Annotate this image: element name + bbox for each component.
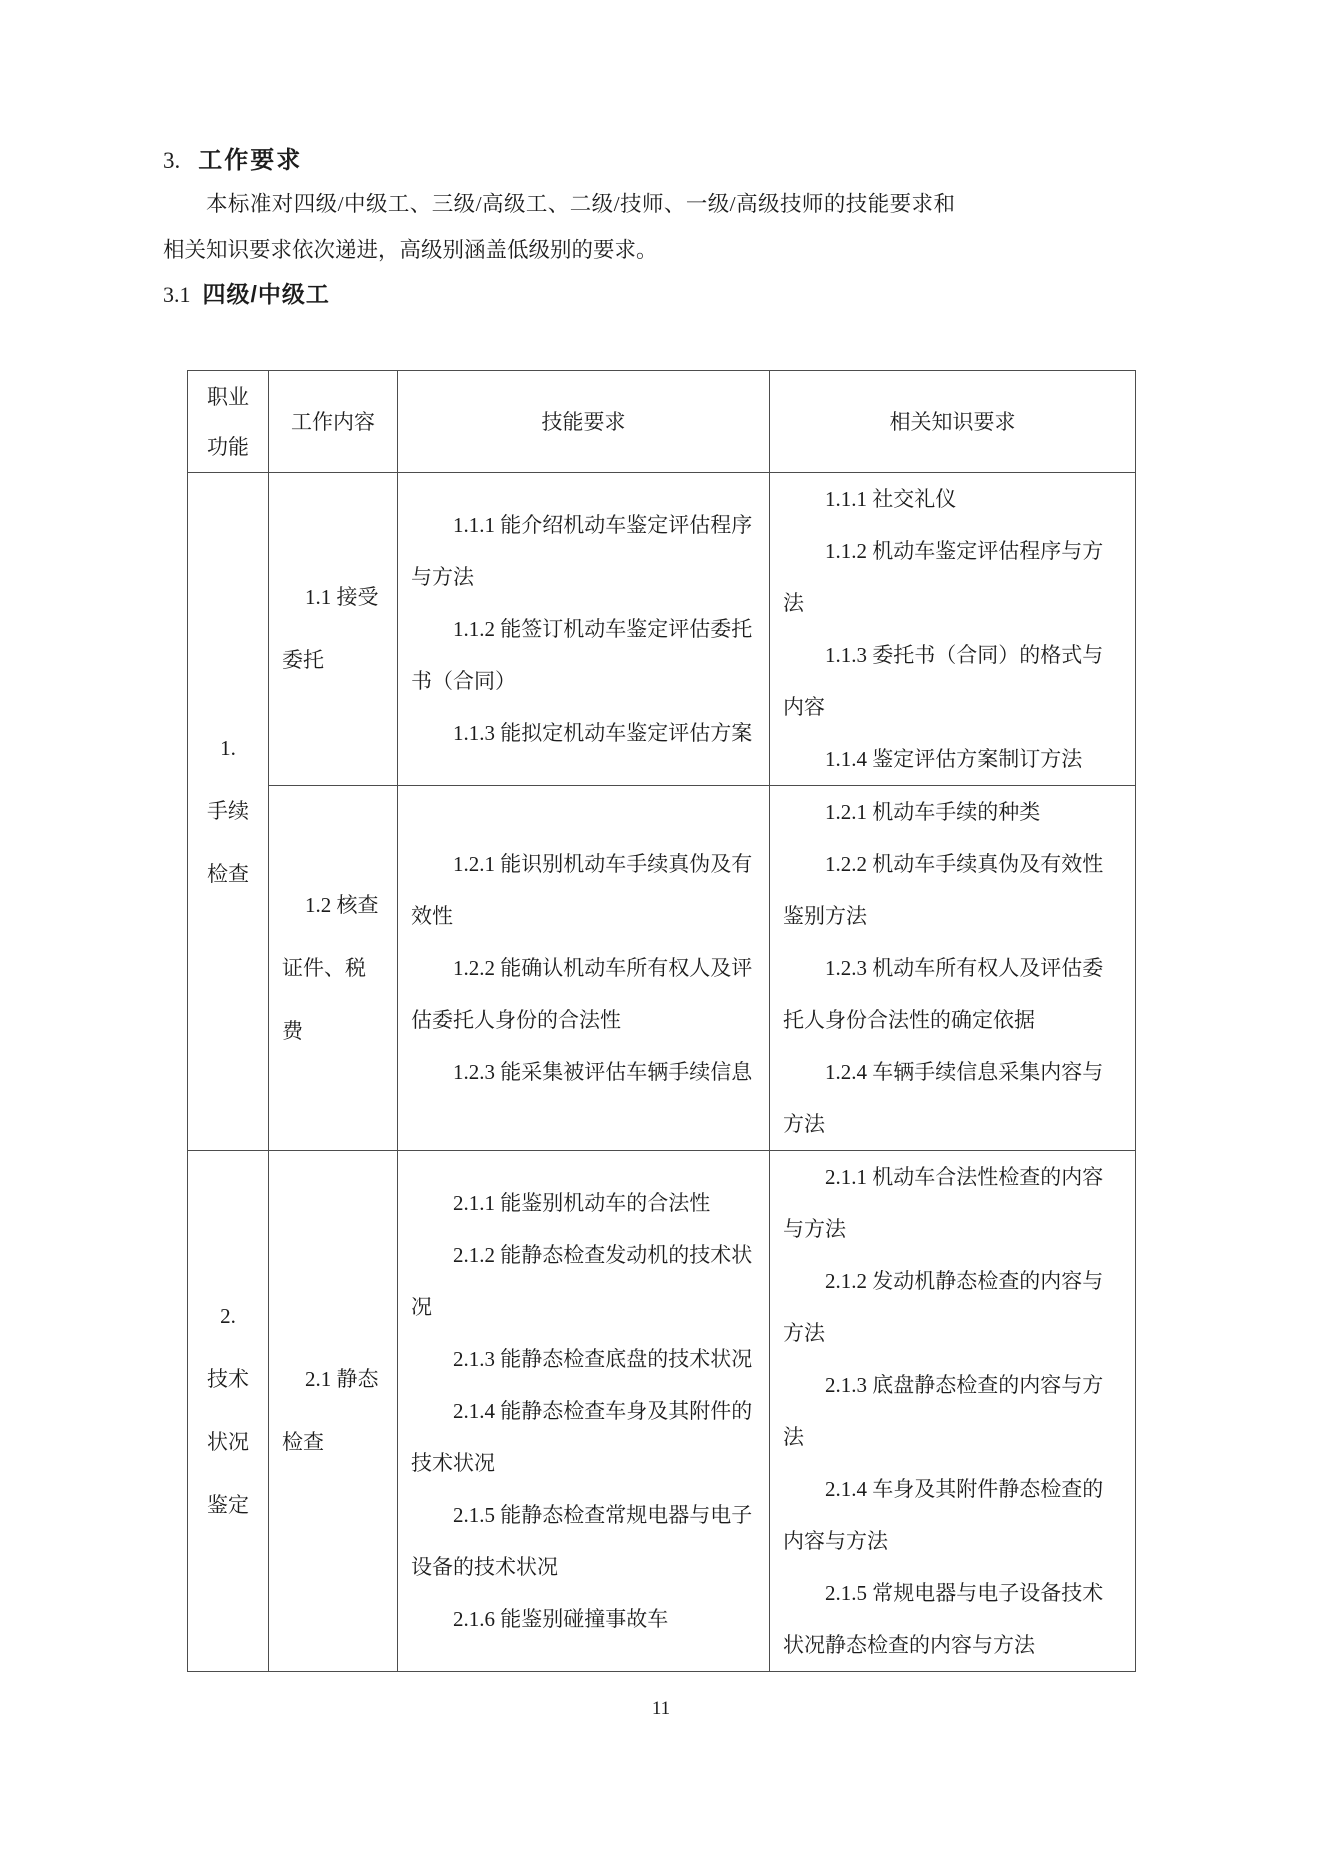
header-occupational-function: 职业 功能 <box>188 371 269 473</box>
table-row <box>188 473 1136 786</box>
skill-item: 2.1.2 能静态检查发动机的技术状况 <box>411 1243 753 1319</box>
table-header-row <box>188 371 1136 473</box>
skill-item: 2.1.1 能鉴别机动车的合法性 <box>453 1191 711 1215</box>
knowledge-item: 2.1.2 发动机静态检查的内容与方法 <box>783 1269 1104 1345</box>
subsection-number: 3.1 <box>163 282 191 307</box>
knowledge-cell <box>770 1151 1136 1672</box>
page-number: 11 <box>651 1698 671 1719</box>
section-heading <box>163 140 302 175</box>
work-content-cell <box>269 1151 398 1672</box>
subsection-title: 四级/中级工 <box>202 281 330 307</box>
knowledge-item: 2.1.4 车身及其附件静态检查的内容与方法 <box>783 1477 1104 1553</box>
work-content-text: 1.1 接受委托 <box>282 585 379 672</box>
intro-paragraph: 本标准对四级/中级工、三级/高级工、二级/技师、一级/高级技师的技能要求和相关知识要求依次递进，高级别涵盖低级别的要求。 <box>163 192 955 262</box>
knowledge-item: 1.1.2 机动车鉴定评估程序与方法 <box>783 539 1104 615</box>
skill-item: 1.2.3 能采集被评估车辆手续信息 <box>453 1060 753 1084</box>
work-content-text: 2.1 静态检查 <box>282 1367 379 1454</box>
header-work-content: 工作内容 <box>269 371 398 473</box>
skill-requirements-table <box>187 370 1136 1672</box>
knowledge-item: 2.1.1 机动车合法性检查的内容与方法 <box>783 1165 1104 1241</box>
knowledge-item: 1.2.2 机动车手续真伪及有效性鉴别方法 <box>783 852 1104 928</box>
skills-cell <box>398 1151 770 1672</box>
skill-item: 2.1.3 能静态检查底盘的技术状况 <box>453 1347 753 1371</box>
knowledge-item: 1.2.3 机动车所有权人及评估委托人身份合法性的确定依据 <box>783 956 1104 1032</box>
skills-cell <box>398 786 770 1151</box>
header-knowledge-requirements: 相关知识要求 <box>770 371 1136 473</box>
knowledge-item: 1.2.4 车辆手续信息采集内容与方法 <box>783 1060 1104 1136</box>
knowledge-item: 1.2.1 机动车手续的种类 <box>825 800 1041 824</box>
header-skill-requirements: 技能要求 <box>398 371 770 473</box>
skill-item: 1.2.1 能识别机动车手续真伪及有效性 <box>411 852 753 928</box>
knowledge-item: 1.1.1 社交礼仪 <box>825 487 957 511</box>
knowledge-cell <box>770 786 1136 1151</box>
table-row <box>188 1151 1136 1672</box>
skill-item: 2.1.6 能鉴别碰撞事故车 <box>453 1607 669 1631</box>
skill-item: 1.1.3 能拟定机动车鉴定评估方案 <box>453 721 753 745</box>
function-cell: 2. 技术 状况 鉴定 <box>188 1151 269 1672</box>
table-row <box>188 786 1136 1151</box>
section-number: 3. <box>163 148 181 173</box>
skill-item: 1.1.1 能介绍机动车鉴定评估程序与方法 <box>411 513 753 589</box>
skill-item: 2.1.5 能静态检查常规电器与电子设备的技术状况 <box>411 1503 753 1579</box>
function-cell: 1. 手续 检查 <box>188 473 269 1151</box>
knowledge-item: 1.1.3 委托书（合同）的格式与内容 <box>783 643 1104 719</box>
knowledge-item: 1.1.4 鉴定评估方案制订方法 <box>825 747 1083 771</box>
work-content-cell <box>269 786 398 1151</box>
skill-item: 2.1.4 能静态检查车身及其附件的技术状况 <box>411 1399 753 1475</box>
subsection-heading <box>163 276 330 309</box>
section-title: 工作要求 <box>198 147 303 174</box>
skill-item: 1.2.2 能确认机动车所有权人及评估委托人身份的合法性 <box>411 956 753 1032</box>
work-content-cell <box>269 473 398 786</box>
knowledge-item: 2.1.5 常规电器与电子设备技术状况静态检查的内容与方法 <box>783 1581 1104 1657</box>
skill-item: 1.1.2 能签订机动车鉴定评估委托书（合同） <box>411 617 753 693</box>
skills-cell <box>398 473 770 786</box>
knowledge-item: 2.1.3 底盘静态检查的内容与方法 <box>783 1373 1104 1449</box>
work-content-text: 1.2 核查证件、税费 <box>282 892 379 1043</box>
knowledge-cell <box>770 473 1136 786</box>
